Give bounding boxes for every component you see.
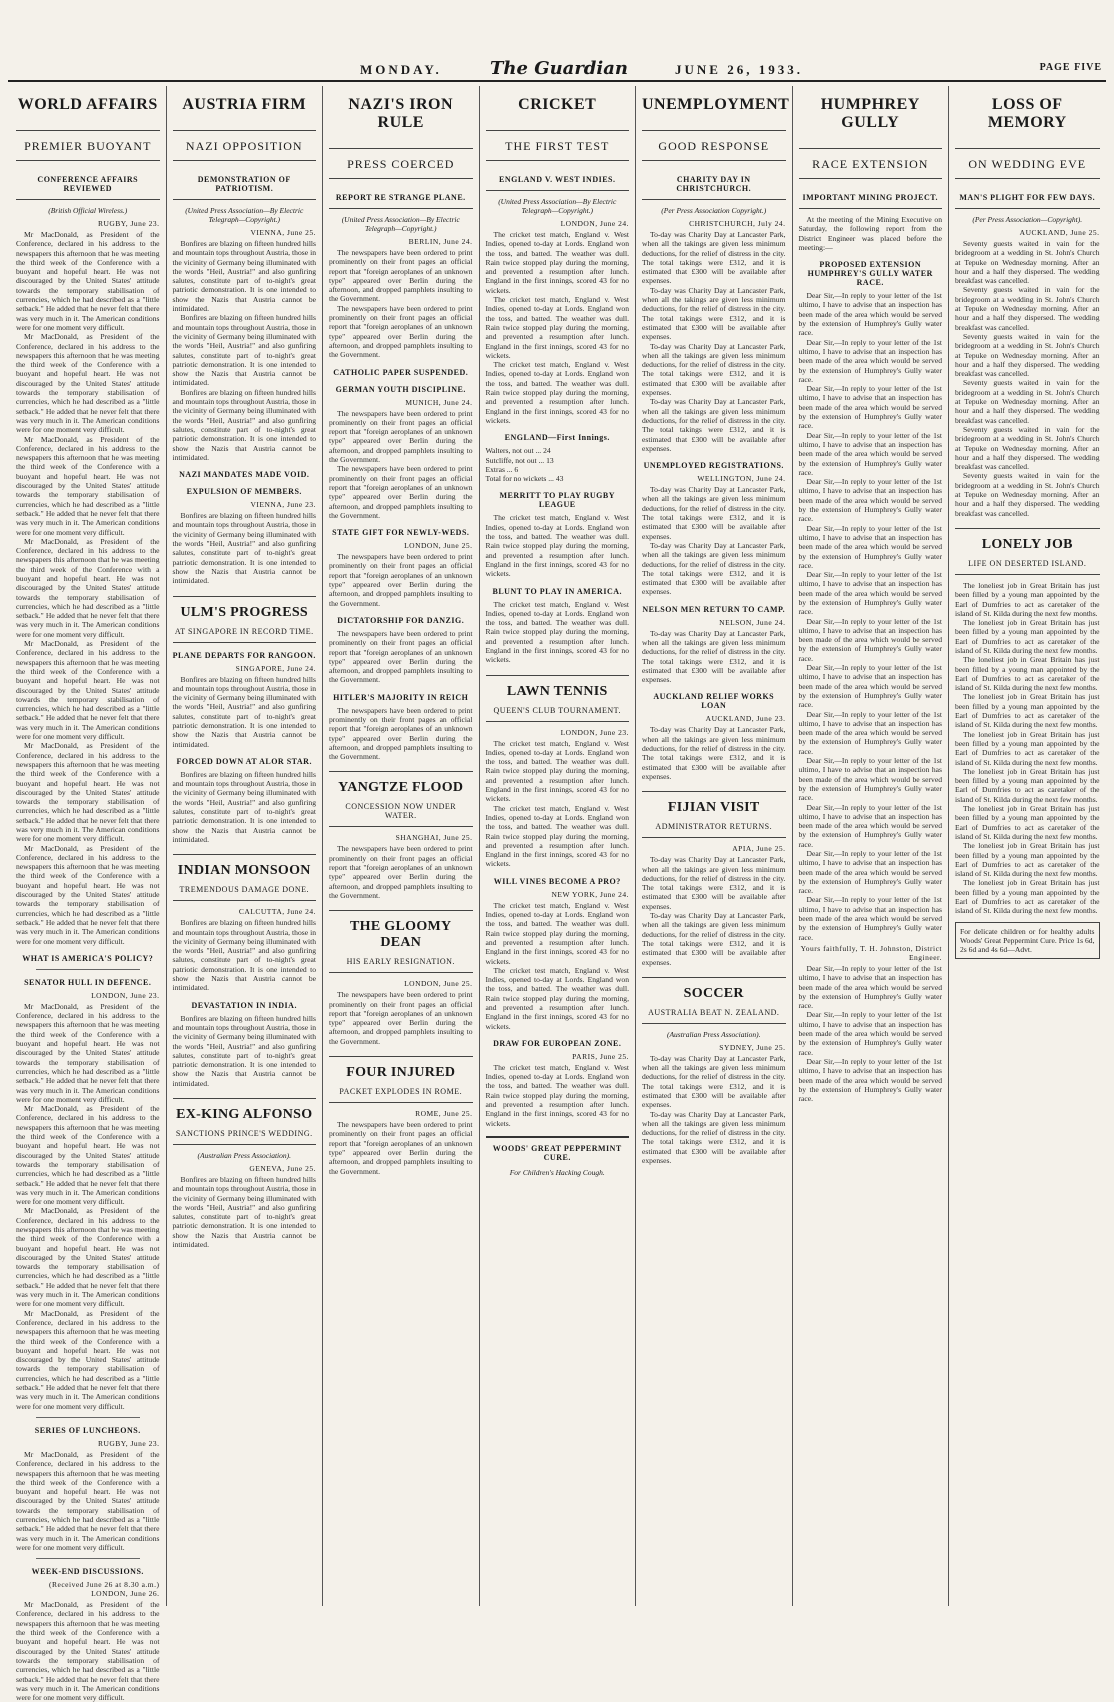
article-subheading: CONCESSION NOW UNDER WATER. (329, 802, 473, 827)
masthead-date: JUNE 26, 1933. (675, 62, 803, 77)
article-body-continued: The cricket test match, England v. West Indies, opened to-day at Lords. England won the toss, and batted. The weather was dull. Rain twice stopped play during the morning, and prevented a resumption after lunch. England in the first innings, scored 43 for no wickets. (485, 1062, 629, 1128)
section-subheading: NAZI MANDATES MADE VOID. (179, 470, 310, 480)
article-body-continued: The newspapers have been ordered to print prominently on their front pages an official report that "foreign aeroplanes of an unknown type" appeared over Berlin during the afternoon, and dropped pamphlets insulting to the Government. (329, 408, 473, 465)
article-body-continued: The cricket test match, England v. West Indies, opened to-day at Lords. England won the toss, and batted. The weather was dull. Rain twice stopped play during the morning, and prevented a resumption after lunch. England in the first innings, scored 43 for no wickets. (485, 738, 629, 804)
column-subheading: PRESS COERCED (329, 148, 473, 179)
article-body-continued: The loneliest job in Great Britain has just been filled by a young man appointed by the Earl of Dumfries to act as caretaker of the island of St. Kilda during the next few months. (955, 878, 1100, 916)
article-body-continued: Mr MacDonald, as President of the Conference, declared in his address to the newspapers this afternoon that he was meeting the third week of the Conference with a buoyant and hopeful heart. He was not discouraged by the United States' attitude towards the temporary stabilisation of currencies, which he had described as a "little setback." He added that he never felt that there was very much in it. The American conditions were for one moment very difficult. (16, 434, 160, 537)
article-dateline: SYDNEY, June 25. (719, 1042, 786, 1052)
scoreboard-row: Total for no wickets ... 43 (485, 474, 564, 484)
article-body-continued: Bonfires are blazing on fifteen hundred hills and mountain tops throughout Austria, those in the vicinity of Germany being illuminated with the words "Heil, Austria!" and also gunfiring salutes, constitute part of to-night's great patriotic demonstration. It is one intended to show the Nazis that Austria cannot be intimidated. (172, 387, 316, 462)
article-body-continued: Dear Sir,—In reply to your letter of the 1st ultimo, I have to advise that an inspection has been made of the area which would be served by the extension of Humphrey's Gully water race. (798, 756, 942, 803)
divider (36, 969, 140, 970)
article-body-continued: To-day was Charity Day at Lancaster Park, when all the takings are given less minimum deductions, for the relief of distress in the city. The total takings were £312, and it is estimated that £300 will be available after expenses. (642, 1109, 786, 1166)
article-heading: YANGTZE FLOOD (329, 771, 473, 796)
article-body: Dear Sir,—In reply to your letter of the 1st ultimo, I have to advise that an inspection has been made of the area which would be served by the extension of Humphrey's Gully water race. (798, 291, 942, 338)
article-body-continued: Dear Sir,—In reply to your letter of the 1st ultimo, I have to advise that an inspection has been made of the area which would be served by the extension of Humphrey's Gully water race. (798, 430, 942, 477)
masthead-day: MONDAY. (360, 62, 442, 77)
article-dateline: LONDON, June 25. (404, 979, 473, 989)
column-kicker: MAN'S PLIGHT FOR FEW DAYS. (955, 187, 1100, 209)
section-subheading: DRAW FOR EUROPEAN ZONE. (493, 1038, 622, 1048)
column-subheading: THE FIRST TEST (486, 130, 630, 161)
article-subheading: SANCTIONS PRINCE'S WEDDING. (173, 1129, 317, 1145)
column-heading: NAZI'S IRON RULE (348, 96, 454, 131)
column-kicker: CONFERENCE AFFAIRS REVIEWED (16, 169, 160, 200)
article-body-continued: Bonfires are blazing on fifteen hundred hills and mountain tops throughout Austria, those in the vicinity of Germany being illuminated with the words "Heil, Austria!" and also gunfiring salutes, constitute part of to-night's great patriotic demonstration. It is one intended to show the Nazis that Austria cannot be intimidated. (172, 1175, 316, 1250)
article-credit: (Per Press Association Copyright.) (661, 206, 767, 215)
signature: Yours faithfully, T. H. Johnston, District Engineer. (800, 943, 942, 962)
section-subheading: DICTATORSHIP FOR DANZIG. (337, 615, 465, 625)
section-subheading: HITLER'S MAJORITY IN REICH (333, 692, 469, 702)
column-humphrey-gully (793, 86, 950, 1606)
article-body: The cricket test match, England v. West Indies, opened to-day at Lords. England won the toss, and batted. The weather was dull. Rain twice stopped play during the morning, and prevented a resumption after lunch. England in the first innings, scored 43 for no wickets. (485, 230, 629, 295)
article-dateline: NELSON, June 24. (719, 617, 786, 627)
article-dateline: SHANGHAI, June 25. (395, 833, 473, 843)
article-credit: (United Press Association—By Electric Telegraph—Copyright.) (185, 206, 304, 224)
article-heading: ULM'S PROGRESS (173, 596, 317, 621)
section-subheading: EXPULSION OF MEMBERS. (186, 487, 302, 497)
column-nazis-iron-rule (323, 86, 480, 1606)
article-dateline: PARIS, June 25. (572, 1051, 629, 1061)
article-heading: FOUR INJURED (329, 1056, 473, 1081)
article-body-continued: The cricket test match, England v. West Indies, opened to-day at Lords. England won the toss, and batted. The weather was dull. Rain twice stopped play during the morning, and prevented a resumption after lunch. England in the first innings, scored 43 for no wickets. (485, 803, 629, 869)
column-heading: UNEMPLOYMENT (642, 96, 790, 113)
section-subheading: PROPOSED EXTENSION HUMPHREY'S GULLY WATER RACE. (807, 260, 933, 288)
article-body-continued: Seventy guests waited in vain for the bridegroom at a wedding in St. John's Church at Tepuke on Wednesday morning. After an hour and a half they dispersed. The wedding breakfast was cancelled. (955, 378, 1100, 425)
article-dateline: LONDON, June 23. (91, 990, 160, 1000)
article-body-continued: Mr MacDonald, as President of the Conference, declared in his address to the newspapers this afternoon that he was meeting the third week of the Conference with a buoyant and hopeful heart. He was not discouraged by the United States' attitude towards the temporary stabilisation of currencies, which he had described as a "little setback." He added that he never felt that there was very much in it. The American conditions were for one moment very difficult. (16, 741, 160, 844)
article-body-continued: The loneliest job in Great Britain has just been filled by a young man appointed by the Earl of Dumfries to act as caretaker of the island of St. Kilda during the next few months. (955, 618, 1100, 655)
article-body: To-day was Charity Day at Lancaster Park, when all the takings are given less minimum deductions, for the relief of distress in the city. The total takings were £312, and it is estimated that £300 will be available after expenses. (642, 230, 786, 286)
article-dateline: LONDON, June 24. (560, 219, 629, 228)
article-body-continued: Dear Sir,—In reply to your letter of the 1st ultimo, I have to advise that an inspection has been made of the area which would be served by the extension of Humphrey's Gully water race. (798, 1056, 942, 1104)
article-heading: LAWN TENNIS (486, 675, 630, 700)
column-subheading: ON WEDDING EVE (955, 148, 1100, 179)
article-dateline: BERLIN, June 24. (408, 237, 473, 246)
article-subheading: QUEEN'S CLUB TOURNAMENT. (486, 706, 630, 722)
article-body-continued: The cricket test match, England v. West Indies, opened to-day at Lords. England won the toss, and batted. The weather was dull. Rain twice stopped play during the morning, and prevented a resumption after lunch. England in the first innings, scored 43 for no wickets. (485, 965, 629, 1031)
article-body: At the meeting of the Mining Executive on Saturday, the following report from the District Engineer was placed before the meeting:— (798, 215, 942, 252)
column-heading: AUSTRIA FIRM (182, 96, 307, 113)
column-loss-of-memory (949, 86, 1106, 1606)
article-body-continued: Dear Sir,—In reply to your letter of the 1st ultimo, I have to advise that an inspection has been made of the area which would be served by the extension of Humphrey's Gully water race. (798, 477, 942, 524)
article-body-continued: Dear Sir,—In reply to your letter of the 1st ultimo, I have to advise that an inspection has been made of the area which would be served by the extension of Humphrey's Gully water race. (798, 1010, 942, 1057)
article-heading: THE GLOOMY DEAN (329, 910, 473, 951)
column-kicker: ENGLAND V. WEST INDIES. (486, 169, 630, 191)
article-body-continued: The newspapers have been ordered to print prominently on their front pages an official report that "foreign aeroplanes of an unknown type" appeared over Berlin during the afternoon, and dropped pamphlets insulting to the Government. (329, 990, 473, 1046)
article-dateline: AUCKLAND, June 23. (705, 714, 786, 724)
article-body-continued: Mr MacDonald, as President of the Conference, declared in his address to the newspapers this afternoon that he was meeting the third week of the Conference with a buoyant and hopeful heart. He was not discouraged by the United States' attitude towards the temporary stabilisation of currencies, which he had described as a "little setback." He added that he never felt that there was very much in it. The American conditions were for one moment very difficult. (16, 1449, 160, 1552)
article-dateline: LONDON, June 25. (404, 541, 473, 551)
article-dateline: WELLINGTON, June 24. (697, 474, 786, 484)
article-dateline: LONDON, June 23. (560, 727, 629, 737)
article-subheading: ADMINISTRATOR RETURNS. (642, 822, 786, 838)
article-dateline: SINGAPORE, June 24. (235, 663, 316, 673)
column-subheading: GOOD RESPONSE (642, 130, 786, 161)
article-subheading: LIFE ON DESERTED ISLAND. (955, 559, 1100, 575)
article-dateline: CALCUTTA, June 24. (238, 907, 316, 917)
article-dateline: NEW YORK, June 24. (551, 889, 629, 899)
column-heading: CRICKET (518, 96, 597, 113)
article-body: The newspapers have been ordered to print prominently on their front pages an official report that "foreign aeroplanes of an unknown type" appeared over Berlin during the afternoon, and dropped pamphlets insulting to the Government. (329, 248, 473, 304)
article-credit: (Australian Press Association). (666, 1029, 761, 1039)
column-kicker: REPORT RE STRANGE PLANE. (329, 187, 473, 209)
column-heading: HUMPHREY GULLY (820, 96, 920, 131)
column-unemployment (636, 86, 793, 1606)
column-kicker: CHARITY DAY IN CHRISTCHURCH. (642, 169, 786, 200)
scoreboard-row: Extras ... 6 (485, 464, 519, 474)
article-body-continued: The loneliest job in Great Britain has just been filled by a young man appointed by the Earl of Dumfries to act as caretaker of the island of St. Kilda during the next few months. (955, 655, 1100, 693)
article-subheading: AUSTRALIA BEAT N. ZEALAND. (642, 1008, 786, 1024)
article-heading: INDIAN MONSOON (173, 854, 317, 879)
article-body-continued: Seventy guests waited in vain for the bridegroom at a wedding in St. John's Church at Tepuke on Wednesday morning. After an hour and a half they dispersed. The wedding breakfast was cancelled. (955, 331, 1100, 379)
advertisement-box (955, 922, 1100, 960)
article-body-continued: The newspapers have been ordered to print prominently on their front pages an official report that "foreign aeroplanes of an unknown type" appeared over Berlin during the afternoon, and dropped pamphlets insulting to the Government. (329, 705, 473, 762)
article-body-continued: To-day was Charity Day at Lancaster Park, when all the takings are given less minimum deductions, for the relief of distress in the city. The total takings were £312, and it is estimated that £300 will be available after expenses. (642, 855, 786, 911)
section-subheading: SENATOR HULL IN DEFENCE. (24, 977, 152, 987)
article-body-continued: Dear Sir,—In reply to your letter of the 1st ultimo, I have to advise that an inspection has been made of the area which would be served by the extension of Humphrey's Gully water race. (798, 337, 942, 384)
article-body-continued: Bonfires are blazing on fifteen hundred hills and mountain tops throughout Austria, those in the vicinity of Germany being illuminated with the words "Heil, Austria!" and also gunfiring salutes, constitute part of to-night's great patriotic demonstration. It is one intended to show the Nazis that Austria cannot be intimidated. (172, 313, 316, 388)
article-subheading: AT SINGAPORE IN RECORD TIME. (173, 627, 317, 643)
column-cricket (480, 86, 637, 1606)
scoreboard-row: Sutcliffe, not out ... 13 (485, 455, 554, 465)
section-subheading: FORCED DOWN AT ALOR STAR. (176, 756, 312, 766)
advertisement-subtitle: For Children's Hacking Cough. (509, 1167, 605, 1177)
article-body-continued: Dear Sir,—In reply to your letter of the 1st ultimo, I have to advise that an inspection has been made of the area which would be served by the extension of Humphrey's Gully water race. (798, 384, 942, 431)
section-subheading: MERRITT TO PLAY RUGBY LEAGUE (499, 491, 615, 510)
article-subheading: HIS EARLY RESIGNATION. (329, 957, 473, 973)
article-credit: (Per Press Association—Copyright). (972, 215, 1083, 224)
article-body-continued: To-day was Charity Day at Lancaster Park, when all the takings are given less minimum deductions, for the relief of distress in the city. The total takings were £312, and it is estimated that £300 will be available after expenses. (642, 485, 786, 541)
article-body-continued: Mr MacDonald, as President of the Conference, declared in his address to the newspapers this afternoon that he was meeting the third week of the Conference with a buoyant and hopeful heart. He was not discouraged by the United States' attitude towards the temporary stabilisation of currencies, which he had described as a "little setback." He added that he never felt that there was very much in it. The American conditions were for one moment very difficult. (16, 536, 160, 639)
column-kicker: DEMONSTRATION OF PATRIOTISM. (173, 169, 317, 200)
article-heading: SOCCER (642, 977, 786, 1002)
article-body-continued: Dear Sir,—In reply to your letter of the 1st ultimo, I have to advise that an inspection has been made of the area which would be served by the extension of Humphrey's Gully water race. (798, 663, 942, 710)
article-body-continued: The loneliest job in Great Britain has just been filled by a young man appointed by the Earl of Dumfries to act as caretaker of the island of St. Kilda during the next few months. (955, 766, 1100, 804)
article-dateline: AUCKLAND, June 25. (1019, 228, 1100, 237)
article-body-continued: The newspapers have been ordered to print prominently on their front pages an official report that "foreign aeroplanes of an unknown type" appeared over Berlin during the afternoon, and dropped pamphlets insulting to the Government. (329, 303, 473, 360)
article-dateline: ROME, June 25. (415, 1109, 473, 1119)
section-subheading: GERMAN YOUTH DISCIPLINE. (335, 384, 466, 394)
article-body-continued: The newspapers have been ordered to print prominently on their front pages an official report that "foreign aeroplanes of an unknown type" appeared over Berlin during the afternoon, and dropped pamphlets insulting to the Government. (329, 628, 473, 685)
column-austria-firm (167, 86, 324, 1606)
article-body-continued: Dear Sir,—In reply to your letter of the 1st ultimo, I have to advise that an inspection has been made of the area which would be served by the extension of Humphrey's Gully water race. (798, 895, 942, 942)
divider (36, 1558, 140, 1559)
masthead (0, 0, 1114, 79)
article-body-continued: To-day was Charity Day at Lancaster Park, when all the takings are given less minimum deductions, for the relief of distress in the city. The total takings were £312, and it is estimated that £300 will be available after expenses. (642, 540, 786, 597)
column-subheading: NAZI OPPOSITION (173, 130, 317, 161)
article-body-continued: Mr MacDonald, as President of the Conference, declared in his address to the newspapers this afternoon that he was meeting the third week of the Conference with a buoyant and hopeful heart. He was not discouraged by the United States' attitude towards the temporary stabilisation of currencies, which he had described as a "little setback." He added that he never felt that there was very much in it. The American conditions were for one moment very difficult. (16, 843, 160, 946)
section-subheading: BLUNT TO PLAY IN AMERICA. (492, 586, 622, 596)
article-dateline: GENEVA, June 25. (249, 1164, 316, 1173)
article-body-continued: Dear Sir,—In reply to your letter of the 1st ultimo, I have to advise that an inspection has been made of the area which would be served by the extension of Humphrey's Gully water race. (798, 523, 942, 570)
column-subheading: PREMIER BUOYANT (16, 130, 160, 161)
article-body-continued: Mr MacDonald, as President of the Conference, declared in his address to the newspapers this afternoon that he was meeting the third week of the Conference with a buoyant and hopeful heart. He was not discouraged by the United States' attitude towards the temporary stabilisation of currencies, which he had described as a "little setback." He added that he never felt that there was very much in it. The American conditions were for one moment very difficult. (16, 1104, 160, 1207)
article-body-continued: To-day was Charity Day at Lancaster Park, when all the takings are given less minimum deductions, for the relief of distress in the city. The total takings were £312, and it is estimated that £300 will be available after expenses. (642, 911, 786, 967)
article-body-continued: Dear Sir,—In reply to your letter of the 1st ultimo, I have to advise that an inspection has been made of the area which would be served by the extension of Humphrey's Gully water race. (798, 802, 942, 849)
divider (36, 1417, 140, 1418)
article-body-continued: Bonfires are blazing on fifteen hundred hills and mountain tops throughout Austria, those in the vicinity of Germany being illuminated with the words "Heil, Austria!" and also gunfiring salutes, constitute part of to-night's great patriotic demonstration. It is one intended to show the Nazis that Austria cannot be intimidated. (172, 918, 316, 993)
article-body-continued: The newspapers have been ordered to print prominently on their front pages an official report that "foreign aeroplanes of an unknown type" appeared over Berlin during the afternoon, and dropped pamphlets insulting to the Government. (329, 1120, 473, 1176)
article-heading: EX-KING ALFONSO (173, 1098, 317, 1123)
article-body-continued: The cricket test match, England v. West Indies, opened to-day at Lords. England won the toss, and batted. The weather was dull. Rain twice stopped play during the morning, and prevented a resumption after lunch. England in the first innings, scored 43 for no wickets. (485, 900, 629, 966)
section-subheading: DEVASTATION IN INDIA. (191, 1000, 297, 1010)
article-dateline: (Received June 26 at 8.30 a.m.) LONDON, June 26. (49, 1580, 160, 1599)
advertisement-text: For delicate children or for healthy adults Woods' Great Peppermint Cure. Price 1s 6d, 2s 6d and 4s 6d—Advt. (960, 926, 1095, 955)
article-subheading: TREMENDOUS DAMAGE DONE. (173, 885, 317, 901)
article-body-continued: Dear Sir,—In reply to your letter of the 1st ultimo, I have to advise that an inspection has been made of the area which would be served by the extension of Humphrey's Gully water race. (798, 570, 942, 617)
masthead-rule (8, 80, 1106, 82)
section-subheading: CATHOLIC PAPER SUSPENDED. (333, 367, 469, 377)
article-body-continued: To-day was Charity Day at Lancaster Park, when all the takings are given less minimum deductions, for the relief of distress in the city. The total takings were £312, and it is estimated that £300 will be available after expenses. (642, 397, 786, 453)
article-body-continued: Bonfires are blazing on fifteen hundred hills and mountain tops throughout Austria, those in the vicinity of Germany being illuminated with the words "Heil, Austria!" and also gunfiring salutes, constitute part of to-night's great patriotic demonstration. It is one intended to show the Nazis that Austria cannot be intimidated. (172, 1013, 316, 1088)
article-body-continued: Bonfires are blazing on fifteen hundred hills and mountain tops throughout Austria, those in the vicinity of Germany being illuminated with the words "Heil, Austria!" and also gunfiring salutes, constitute part of to-night's great patriotic demonstration. It is one intended to show the Nazis that Austria cannot be intimidated. (172, 511, 316, 586)
scoreboard-row: Walters, not out ... 24 (485, 446, 551, 456)
newspaper-columns (10, 86, 1106, 1702)
article-dateline: CHRISTCHURCH, July 24. (689, 219, 786, 228)
article-dateline: VIENNA, June 23. (250, 500, 316, 510)
section-subheading: WEEK-END DISCUSSIONS. (31, 1567, 144, 1577)
article-body-continued: Dear Sir,—In reply to your letter of the 1st ultimo, I have to advise that an inspection has been made of the area which would be served by the extension of Humphrey's Gully water race. (798, 849, 942, 896)
column-heading: LOSS OF MEMORY (987, 96, 1067, 131)
column-subheading: RACE EXTENSION (799, 148, 943, 179)
section-subheading: WILL VINES BECOME A PRO? (493, 876, 621, 886)
article-body-continued: Dear Sir,—In reply to your letter of the 1st ultimo, I have to advise that an inspection has been made of the area which would be served by the extension of Humphrey's Gully water race. (798, 709, 942, 756)
column-heading: WORLD AFFAIRS (17, 96, 158, 113)
section-subheading: SERIES OF LUNCHEONS. (34, 1425, 141, 1435)
article-body-continued: Dear Sir,—In reply to your letter of the 1st ultimo, I have to advise that an inspection has been made of the area which would be served by the extension of Humphrey's Gully water race. (798, 963, 942, 1011)
article-body-continued: Mr MacDonald, as President of the Conference, declared in his address to the newspapers this afternoon that he was meeting the third week of the Conference with a buoyant and hopeful heart. He was not discouraged by the United States' attitude towards the temporary stabilisation of currencies, which he had described as a "little setback." He added that he never felt that there was very much in it. The American conditions were for one moment very difficult. (16, 1308, 160, 1411)
article-body-continued: Mr MacDonald, as President of the Conference, declared in his address to the newspapers this afternoon that he was meeting the third week of the Conference with a buoyant and hopeful heart. He was not discouraged by the United States' attitude towards the temporary stabilisation of currencies, which he had described as a "little setback." He added that he never felt that there was very much in it. The American conditions were for one moment very difficult. (16, 639, 160, 742)
article-body-continued: To-day was Charity Day at Lancaster Park, when all the takings are given less minimum deductions, for the relief of distress in the city. The total takings were £312, and it is estimated that £300 will be available after expenses. (642, 725, 786, 781)
section-subheading: WHAT IS AMERICA'S POLICY? (22, 953, 154, 963)
article-body: Bonfires are blazing on fifteen hundred hills and mountain tops throughout Austria, those in the vicinity of Germany being illuminated with the words "Heil, Austria!" and also gunfiring salutes, constitute part of to-night's great patriotic demonstration. It is one intended to show the Nazis that Austria cannot be intimidated. (172, 239, 316, 314)
article-body: The loneliest job in Great Britain has just been filled by a young man appointed by the Earl of Dumfries to act as caretaker of the island of St. Kilda during the next few months. (955, 580, 1100, 618)
article-dateline: RUGBY, June 23. (97, 1438, 160, 1448)
advertisement-title: WOODS' GREAT PEPPERMINT CURE. (486, 1136, 630, 1162)
article-dateline: VIENNA, June 25. (250, 228, 316, 237)
article-body-continued: Bonfires are blazing on fifteen hundred hills and mountain tops throughout Austria, those in the vicinity of Germany being illuminated with the words "Heil, Austria!" and also gunfiring salutes, constitute part of to-night's great patriotic demonstration. It is one intended to show the Nazis that Austria cannot be intimidated. (172, 674, 316, 749)
article-body-continued: Seventy guests waited in vain for the bridegroom at a wedding in St. John's Church at Tepuke on Wednesday morning. After an hour and a half they dispersed. The wedding breakfast was cancelled. (955, 471, 1100, 518)
article-dateline: APIA, June 25. (732, 844, 786, 854)
section-subheading: STATE GIFT FOR NEWLY-WEDS. (332, 528, 470, 538)
article-body-continued: The cricket test match, England v. West Indies, opened to-day at Lords. England won the toss, and batted. The weather was dull. Rain twice stopped play during the morning, and prevented a resumption after lunch. England in the first innings, scored 43 for no wickets. (485, 295, 629, 360)
article-credit: (United Press Association—By Electric Telegraph—Copyright.) (498, 197, 617, 215)
article-body-continued: Seventy guests waited in vain for the bridegroom at a wedding in St. John's Church at Tepuke on Wednesday morning. After an hour and a half they dispersed. The wedding breakfast was cancelled. (955, 285, 1100, 332)
article-body-continued: To-day was Charity Day at Lancaster Park, when all the takings are given less minimum deductions, for the relief of distress in the city. The total takings were £312, and it is estimated that £300 will be available after expenses. (642, 285, 786, 342)
article-body-continued: The cricket test match, England v. West Indies, opened to-day at Lords. England won the toss, and batted. The weather was dull. Rain twice stopped play during the morning, and prevented a resumption after lunch. England in the first innings, scored 43 for no wickets. (485, 360, 629, 425)
article-credit: (Australian Press Association). (197, 1151, 292, 1160)
article-dateline: RUGBY, June 23. (97, 219, 160, 228)
article-body-continued: The cricket test match, England v. West Indies, opened to-day at Lords. England won the toss, and batted. The weather was dull. Rain twice stopped play during the morning, and prevented a resumption after lunch. England in the first innings, scored 43 for no wickets. (485, 599, 629, 665)
article-body-continued: The cricket test match, England v. West Indies, opened to-day at Lords. England won the toss, and batted. The weather was dull. Rain twice stopped play during the morning, and prevented a resumption after lunch. England in the first innings, scored 43 for no wickets. (485, 513, 629, 579)
article-body-continued: Dear Sir,—In reply to your letter of the 1st ultimo, I have to advise that an inspection has been made of the area which would be served by the extension of Humphrey's Gully water race. (798, 616, 942, 663)
section-subheading: UNEMPLOYED REGISTRATIONS. (643, 461, 784, 471)
article-subheading: PACKET EXPLODES IN ROME. (329, 1087, 473, 1103)
article-body-continued: The loneliest job in Great Britain has just been filled by a young man appointed by the Earl of Dumfries to act as caretaker of the island of St. Kilda during the next few months. (955, 804, 1100, 841)
column-kicker: IMPORTANT MINING PROJECT. (799, 187, 943, 209)
article-credit: (British Official Wireless.) (48, 206, 128, 215)
article-body-continued: Seventy guests waited in vain for the bridegroom at a wedding in St. John's Church at Tepuke on Wednesday morning. After an hour and a half they dispersed. The wedding breakfast was cancelled. (955, 424, 1100, 472)
article-body: Mr MacDonald, as President of the Conference, declared in his address to the newspapers this afternoon that he was meeting the third week of the Conference with a buoyant and hopeful heart. He was not discouraged by the United States' attitude towards the temporary stabilisation of currencies, which he had described as a "little setback." He added that he never felt that there was very much in it. The American conditions were for one moment very difficult. (16, 230, 160, 332)
article-body-continued: Mr MacDonald, as President of the Conference, declared in his address to the newspapers this afternoon that he was meeting the third week of the Conference with a buoyant and hopeful heart. He was not discouraged by the United States' attitude towards the temporary stabilisation of currencies, which he had described as a "little setback." He added that he never felt that there was very much in it. The American conditions were for one moment very difficult. (16, 1206, 160, 1309)
article-body-continued: The newspapers have been ordered to print prominently on their front pages an official report that "foreign aeroplanes of an unknown type" appeared over Berlin during the afternoon, and dropped pamphlets insulting to the Government. (329, 844, 473, 900)
article-heading: LONELY JOB (955, 528, 1100, 553)
article-heading: FIJIAN VISIT (642, 791, 786, 816)
article-body-continued: Mr MacDonald, as President of the Conference, declared in his address to the newspapers this afternoon that he was meeting the third week of the Conference with a buoyant and hopeful heart. He was not discouraged by the United States' attitude towards the temporary stabilisation of currencies, which he had described as a "little setback." He added that he never felt that there was very much in it. The American conditions were for one moment very difficult. (16, 1600, 160, 1702)
article-credit: (United Press Association—By Electric Telegraph—Copyright.) (341, 215, 460, 233)
scoreboard-title: ENGLAND—First Innings. (504, 433, 610, 443)
article-body-continued: The loneliest job in Great Britain has just been filled by a young man appointed by the Earl of Dumfries to act as caretaker of the island of St. Kilda during the next few months. (955, 692, 1100, 730)
article-body-continued: The newspapers have been ordered to print prominently on their front pages an official report that "foreign aeroplanes of an unknown type" appeared over Berlin during the afternoon, and dropped pamphlets insulting to the Government. (329, 464, 473, 520)
section-subheading: PLANE DEPARTS FOR RANGOON. (172, 650, 316, 660)
article-body-continued: Mr MacDonald, as President of the Conference, declared in his address to the newspapers this afternoon that he was meeting the third week of the Conference with a buoyant and hopeful heart. He was not discouraged by the United States' attitude towards the temporary stabilisation of currencies, which he had described as a "little setback." He added that he never felt that there was very much in it. The American conditions were for one moment very difficult. (16, 332, 160, 435)
section-subheading: AUCKLAND RELIEF WORKS LOAN (653, 692, 775, 711)
article-body-continued: To-day was Charity Day at Lancaster Park, when all the takings are given less minimum deductions, for the relief of distress in the city. The total takings were £312, and it is estimated that £300 will be available after expenses. (642, 341, 786, 398)
article-body-continued: To-day was Charity Day at Lancaster Park, when all the takings are given less minimum deductions, for the relief of distress in the city. The total takings were £312, and it is estimated that £300 will be available after expenses. (642, 628, 786, 685)
masthead-page: PAGE FIVE (1039, 62, 1102, 73)
article-dateline: MUNICH, June 24. (405, 397, 473, 407)
section-subheading: NELSON MEN RETURN TO CAMP. (642, 604, 786, 614)
article-body: Seventy guests waited in vain for the bridegroom at a wedding in St. John's Church at Tepuke on Wednesday morning. After an hour and a half they dispersed. The wedding breakfast was cancelled. (955, 239, 1100, 286)
article-body-continued: The loneliest job in Great Britain has just been filled by a young man appointed by the Earl of Dumfries to act as caretaker of the island of St. Kilda during the next few months. (955, 841, 1100, 879)
article-body-continued: To-day was Charity Day at Lancaster Park, when all the takings are given less minimum deductions, for the relief of distress in the city. The total takings were £312, and it is estimated that £300 will be available after expenses. (642, 1053, 786, 1110)
article-body-continued: The loneliest job in Great Britain has just been filled by a young man appointed by the Earl of Dumfries to act as caretaker of the island of St. Kilda during the next few months. (955, 729, 1100, 767)
masthead-title: The Guardian (490, 58, 628, 79)
column-world-affairs (10, 86, 167, 1702)
article-body-continued: The newspapers have been ordered to print prominently on their front pages an official report that "foreign aeroplanes of an unknown type" appeared over Berlin during the afternoon, and dropped pamphlets insulting to the Government. (329, 552, 473, 608)
article-body-continued: Mr MacDonald, as President of the Conference, declared in his address to the newspapers this afternoon that he was meeting the third week of the Conference with a buoyant and hopeful heart. He was not discouraged by the United States' attitude towards the temporary stabilisation of currencies, which he had described as a "little setback." He added that he never felt that there was very much in it. The American conditions were for one moment very difficult. (16, 1001, 160, 1104)
article-body-continued: Bonfires are blazing on fifteen hundred hills and mountain tops throughout Austria, those in the vicinity of Germany being illuminated with the words "Heil, Austria!" and also gunfiring salutes, constitute part of to-night's great patriotic demonstration. It is one intended to show the Nazis that Austria cannot be intimidated. (172, 769, 316, 844)
